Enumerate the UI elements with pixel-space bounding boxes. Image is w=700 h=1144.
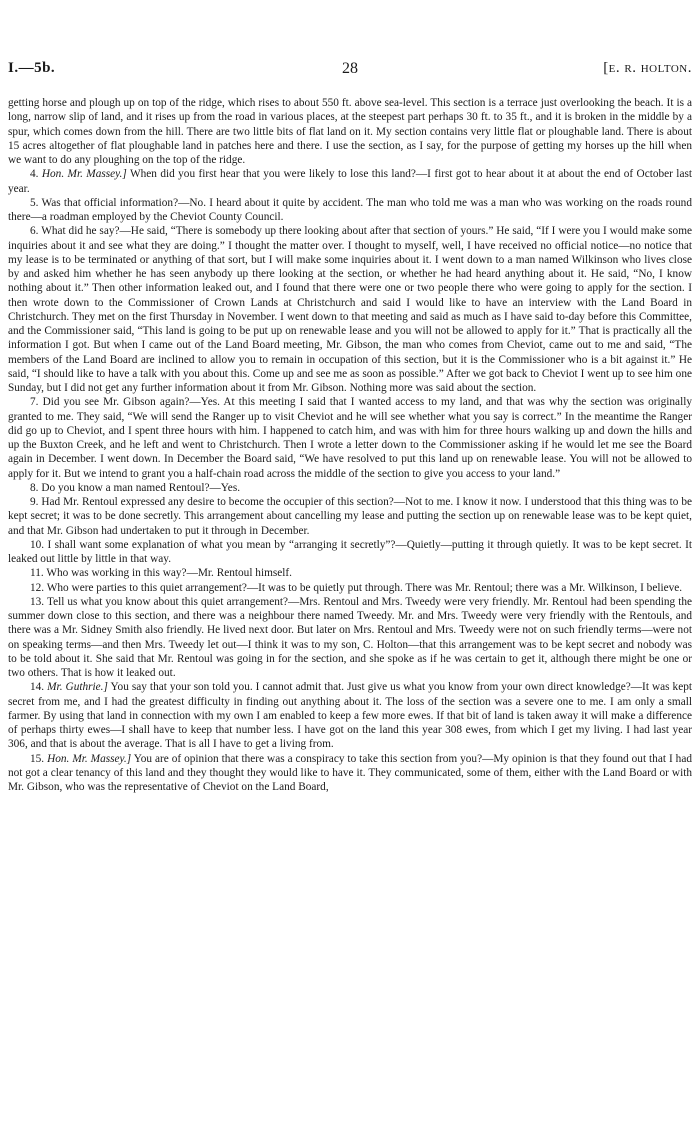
paragraph-text: Had Mr. Rentoul expressed any desire to become the occupier of this section?—Not to me. I know it now. I understood that this thing was to be kept secret; it was to be done secretly. This arrangement about cancelling my lease and putting the section up on renewable lease was to be kept quiet, and that Mr. Gibson had undertaken to put it through in December. <box>8 496 692 537</box>
page-header <box>8 60 692 80</box>
paragraph-text: Did you see Mr. Gibson again?—Yes. At this meeting I said that I wanted access to my land, and that was why the section was originally granted to me. They said, “We will send the Ranger up to visit Cheviot and he will see whether what you say is correct.” In the meantime the Ranger did go up to Cheviot, and I spent three hours with him. I happened to catch him, and was with him for three hours walking up and down the hills and up the Buxton Creek, and he left and went to Christchurch. Then I wrote a letter down to the Commissioner asking if he would let me see the Board again in December. I went down. In December the Board said, “We have resolved to put this land up on renewable lease. You will not be allowed to apply for it. But we intend to grant you a half-chain road across the middle of the section to give you access to your land.” <box>8 396 692 480</box>
paragraph-text: I shall want some explanation of what you mean by “arranging it secretly”?—Quietly—putting it through quietly. It was to be kept secret. It leaked out little by little in that way. <box>8 538 693 565</box>
question-7 <box>8 395 692 481</box>
question-10 <box>8 538 692 567</box>
question-number: 8. <box>30 481 39 494</box>
paragraph-text: What did he say?—He said, “There is somebody up there looking about after that section of yours.” He said, “If I were you I would make some inquiries about it and see what they are doing.” I thought the matter over. I thought to myself, well, I have received no official notice—no notice that my lease is to be terminated or anything of that sort, but I will make some inquiries about it. I went down to a man named Wilkinson who lives close by and asked him whether he has seen anybody up there looking at the section, or whether he had heard anything about it. He said, “No, I know nothing about it.” Then other information leaked out, and I found that there were one or two people there who were going to apply for the section. I then wrote down to the Commissioner of Crown Lands at Christchurch and said I would like to have an interview with the Land Board in Christchurch. They met on the first Thursday in November. I went down to that meeting and said as much as I have said to-day before this Committee, and the Commissioner said, “This land is going to be put up on renewable lease and you will not be allowed to apply for it.” That is practically all the information I got. But when I came out of the Land Board meeting, Mr. Gibson, the man who comes from Cheviot, came out to me and said, “The members of the Land Board are inclined to allow you to remain in occupation of this section, but it is the Commissioner who is a bit against it.” He said, “I should like to have a talk with you about this. Come up and see me as soon as possible.” After we got back to Cheviot I went up to see him one Sunday, but I did not get any further information about it from Mr. Gibson. Nothing more was said about the section. <box>8 225 693 394</box>
question-8 <box>8 481 692 495</box>
question-number: 12. <box>30 581 45 594</box>
speaker-name: Hon. Mr. Massey.] <box>47 752 132 765</box>
paragraph-text: Do you know a man named Rentoul?—Yes. <box>41 481 241 494</box>
witness-name: [e. r. holton. <box>603 60 692 76</box>
question-number: 15. <box>30 752 45 765</box>
paragraph-text: When did you first hear that you were likely to lose this land?—I first got to hear about it at about the end of October last year. <box>8 168 692 195</box>
paragraph-text: You are of opinion that there was a conspiracy to take this section from you?—My opinion is that they found out that I had not got a clear tenancy of this land and they thought they would like to have it. They communicated, some of them, either with the Land Board or with Mr. Gibson, who was the representative of Cheviot on the Land Board, <box>8 752 692 793</box>
question-13 <box>8 595 692 681</box>
speaker-name: Mr. Guthrie.] <box>47 681 108 694</box>
question-number: 10. <box>30 538 45 551</box>
document-body <box>8 96 692 794</box>
question-9 <box>8 495 692 538</box>
page-number: 28 <box>342 60 358 77</box>
paragraph-text: getting horse and plough up on top of the ridge, which rises to about 550 ft. above sea-level. This section is a terrace just overlooking the beach. It is a long, narrow slip of land, and it rises up from the road in various places, at the steepest part perhaps 30 ft. to 35 ft., and it is broken in the middle by a spur, which comes down from the hill. There are two little bits of flat land on it. My section contains very little flat or ploughable land. There is about 15 acres altogether of flat ploughable land in patches here and there. I use the section, as I say, for the purpose of getting my horses up the hill when we want to do any ploughing on the top of the ridge. <box>8 97 692 166</box>
question-15 <box>8 752 692 795</box>
paragraph-text: Was that official information?—No. I heard about it quite by accident. The man who told me was a man who was working on the roads round there—a roadman employed by the Cheviot County Council. <box>8 196 692 223</box>
question-number: 11. <box>30 567 44 580</box>
paragraph-text: Who was working in this way?—Mr. Rentoul himself. <box>46 567 293 580</box>
paragraph-text: Who were parties to this quiet arrangement?—It was to be quietly put through. There was Mr. Rentoul; there was a Mr. Wilkinson, I believe. <box>46 581 683 594</box>
question-number: 4. <box>30 168 39 181</box>
question-number: 5. <box>30 196 39 209</box>
question-12 <box>8 581 692 595</box>
paragraph-continuation <box>8 96 692 167</box>
question-4 <box>8 167 692 196</box>
paragraph-text: Tell us what you know about this quiet arrangement?—Mrs. Rentoul and Mrs. Tweedy were very friendly. Mr. Rentoul had been spending the summer down close to this section, and there was a neighbour there named Tweedy. Mr. and Mrs. Tweedy were very friendly with the Rentouls, and there was a Mr. Sidney Smith also friendly. He lived next door. But later on Mrs. Rentoul and Mrs. Tweedy were not on such friendly terms—were not on speaking terms—and then Mrs. Tweedy let out—I think it was to my son, C. Holton—that this arrangement was to be kept secret and nobody was to be told about it. She said that Mr. Rentoul was going in for the section, and she spoke as if he was certain to get it, although there might be one or two others. That is how it leaked out. <box>8 595 692 679</box>
question-5 <box>8 196 692 225</box>
paragraph-text: You say that your son told you. I cannot admit that. Just give us what you know from your own direct knowledge?—It was kept secret from me, and I had the greatest difficulty in finding out anything about it. The loss of the section was a severe one to me. I am only a small farmer. By using that land in connection with my own I am enabled to keep a few more ewes. If that bit of land is taken away it will make a difference of perhaps thirty ewes—I shall have to keep that number less. I have got on the land this year 308 ewes, from which I get my living. I had last year 306, and that is about the average. That is all I have to get a living from. <box>8 681 693 751</box>
question-14 <box>8 680 692 751</box>
question-number: 9. <box>30 496 39 508</box>
question-number: 6. <box>30 225 39 238</box>
paper-reference: I.—5b. <box>8 60 56 76</box>
question-11 <box>8 566 692 580</box>
speaker-name: Hon. Mr. Massey.] <box>41 168 127 181</box>
question-number: 13. <box>30 595 45 608</box>
question-6 <box>8 224 692 395</box>
question-number: 7. <box>30 396 39 409</box>
question-number: 14. <box>30 681 45 694</box>
